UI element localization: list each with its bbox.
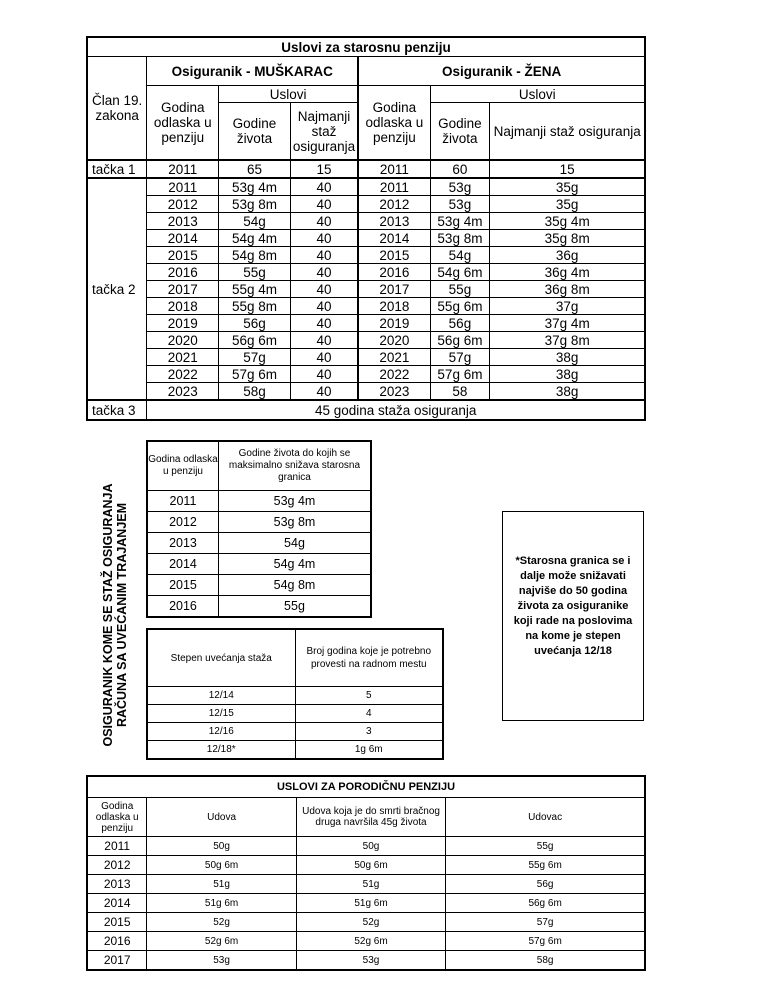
udovac-cell: 56g <box>446 875 645 894</box>
year-cell: 2015 <box>147 575 218 596</box>
table-row <box>87 894 645 913</box>
m-staz: 40 <box>290 213 358 230</box>
table-row <box>87 837 645 856</box>
m-age: 55g 8m <box>219 298 291 315</box>
z-staz: 37g 4m <box>490 315 645 332</box>
year-cell: 2012 <box>87 856 147 875</box>
table-row <box>87 951 645 971</box>
age-cell: 54g 4m <box>218 554 371 575</box>
z-year: 2012 <box>358 196 430 213</box>
udova-cell: 51g 6m <box>147 894 296 913</box>
m-year: 2018 <box>147 298 219 315</box>
male-uslovi: Uslovi <box>219 86 359 103</box>
udovac-cell: 56g 6m <box>446 894 645 913</box>
m-staz: 40 <box>290 281 358 298</box>
z-age: 53g <box>430 196 490 213</box>
age-cell: 53g 4m <box>218 491 371 512</box>
m-staz: 40 <box>290 230 358 247</box>
z-staz: 35g 8m <box>490 230 645 247</box>
col-year: Godina odlaska u penziju <box>87 798 147 837</box>
col-year: Godina odlaska u penziju <box>147 441 218 491</box>
udova45-cell: 50g 6m <box>296 856 445 875</box>
year-cell: 2013 <box>87 875 147 894</box>
clan-label: Član 19. zakona <box>87 57 147 161</box>
m-year: 2016 <box>147 264 219 281</box>
age-cell: 53g 8m <box>218 512 371 533</box>
year-cell: 2013 <box>147 533 218 554</box>
tacka3-text: 45 godina staža osiguranja <box>147 400 645 420</box>
year-cell: 2014 <box>147 554 218 575</box>
table-row <box>87 913 645 932</box>
age-cell: 55g <box>218 596 371 618</box>
m-year: 2019 <box>147 315 219 332</box>
m-staz: 40 <box>290 315 358 332</box>
vertical-label-line2: RAČUNA SA UVEĆANIM TRAJANJEM <box>115 502 129 728</box>
female-col-year: Godina odlaska u penziju <box>358 86 430 161</box>
table-row <box>87 247 645 264</box>
z-age: 60 <box>430 160 490 178</box>
udova-cell: 51g <box>147 875 296 894</box>
table-row <box>147 705 443 723</box>
year-cell: 2016 <box>147 596 218 618</box>
table-row <box>87 213 645 230</box>
m-year: 2014 <box>147 230 219 247</box>
z-age: 55g <box>430 281 490 298</box>
year-cell: 2012 <box>147 512 218 533</box>
udova45-cell: 51g <box>296 875 445 894</box>
table-row <box>87 160 645 178</box>
table-title: Uslovi za starosnu penziju <box>87 37 645 57</box>
table-row <box>87 856 645 875</box>
z-staz: 35g 4m <box>490 213 645 230</box>
year-cell: 2017 <box>87 951 147 971</box>
table-row <box>147 512 371 533</box>
z-age: 53g 8m <box>430 230 490 247</box>
udovac-cell: 57g 6m <box>446 932 645 951</box>
m-staz: 40 <box>290 366 358 383</box>
z-year: 2016 <box>358 264 430 281</box>
m-age: 57g <box>219 349 291 366</box>
z-year: 2014 <box>358 230 430 247</box>
z-age: 56g <box>430 315 490 332</box>
table-row <box>87 315 645 332</box>
m-staz: 40 <box>290 332 358 349</box>
table-row <box>87 178 645 196</box>
table-row <box>87 196 645 213</box>
udova45-cell: 51g 6m <box>296 894 445 913</box>
m-year: 2011 <box>147 160 219 178</box>
m-age: 58g <box>219 383 291 401</box>
m-staz: 40 <box>290 383 358 401</box>
female-col-age: Godine života <box>430 103 490 161</box>
m-year: 2012 <box>147 196 219 213</box>
col-age: Godine života do kojih se maksimalno snižava starosna granica <box>218 441 371 491</box>
m-staz: 40 <box>290 298 358 315</box>
m-age: 55g <box>219 264 291 281</box>
z-year: 2011 <box>358 178 430 196</box>
z-staz: 36g <box>490 247 645 264</box>
female-header: Osiguranik - ŽENA <box>358 57 645 86</box>
z-staz: 38g <box>490 383 645 401</box>
m-year: 2020 <box>147 332 219 349</box>
z-staz: 15 <box>490 160 645 178</box>
note-text: *Starosna granica se i dalje može snižavati najviše do 50 godina života za osiguranike koji rade na poslovima na kome je stepen uvećanja 12/18 <box>513 554 633 657</box>
stepen-cell: 12/14 <box>147 687 295 705</box>
year-cell: 2011 <box>87 837 147 856</box>
m-age: 54g <box>219 213 291 230</box>
m-staz: 15 <box>290 160 358 178</box>
m-staz: 40 <box>290 247 358 264</box>
z-staz: 37g <box>490 298 645 315</box>
broj-cell: 5 <box>295 687 443 705</box>
udova-cell: 53g <box>147 951 296 971</box>
udovac-cell: 58g <box>446 951 645 971</box>
old-age-pension-table <box>86 36 646 421</box>
z-age: 55g 6m <box>430 298 490 315</box>
col-udova45: Udova koja je do smrti bračnog druga navršila 45g života <box>296 798 445 837</box>
m-year: 2017 <box>147 281 219 298</box>
table-row <box>147 687 443 705</box>
udova45-cell: 52g <box>296 913 445 932</box>
udovac-cell: 55g 6m <box>446 856 645 875</box>
z-staz: 36g 4m <box>490 264 645 281</box>
z-year: 2017 <box>358 281 430 298</box>
table-row <box>87 383 645 401</box>
z-age: 53g <box>430 178 490 196</box>
z-year: 2020 <box>358 332 430 349</box>
z-year: 2023 <box>358 383 430 401</box>
male-col-year: Godina odlaska u penziju <box>147 86 219 161</box>
m-year: 2022 <box>147 366 219 383</box>
udova-cell: 50g <box>147 837 296 856</box>
year-cell: 2011 <box>147 491 218 512</box>
m-age: 65 <box>219 160 291 178</box>
male-col-staz: Najmanji staž osiguranja <box>290 103 358 161</box>
table-row <box>87 298 645 315</box>
year-cell: 2014 <box>87 894 147 913</box>
table-row <box>87 400 645 420</box>
table-row <box>147 596 371 618</box>
m-year: 2023 <box>147 383 219 401</box>
vertical-label-line1: OSIGURANIK KOME SE STAŽ OSIGURANJA <box>101 483 115 747</box>
table-row <box>147 723 443 741</box>
stepen-cell: 12/16 <box>147 723 295 741</box>
table-row <box>87 366 645 383</box>
z-year: 2011 <box>358 160 430 178</box>
table-title: USLOVI ZA PORODIČNU PENZIJU <box>87 776 645 798</box>
stepen-cell: 12/18* <box>147 741 295 760</box>
table-row <box>147 533 371 554</box>
table-row <box>87 264 645 281</box>
vertical-label <box>90 480 140 750</box>
z-year: 2022 <box>358 366 430 383</box>
z-year: 2019 <box>358 315 430 332</box>
udova-cell: 50g 6m <box>147 856 296 875</box>
z-age: 57g <box>430 349 490 366</box>
age-cell: 54g 8m <box>218 575 371 596</box>
udova45-cell: 52g 6m <box>296 932 445 951</box>
m-age: 56g 6m <box>219 332 291 349</box>
table-row <box>147 741 443 760</box>
reduced-age-table <box>146 440 372 618</box>
z-staz: 38g <box>490 349 645 366</box>
m-staz: 40 <box>290 349 358 366</box>
udovac-cell: 55g <box>446 837 645 856</box>
udova-cell: 52g <box>147 913 296 932</box>
tacka2-label: tačka 2 <box>87 178 147 400</box>
udova-cell: 52g 6m <box>147 932 296 951</box>
broj-cell: 1g 6m <box>295 741 443 760</box>
age-cell: 54g <box>218 533 371 554</box>
table-row <box>147 554 371 575</box>
z-age: 56g 6m <box>430 332 490 349</box>
udovac-cell: 57g <box>446 913 645 932</box>
table-row <box>87 349 645 366</box>
z-age: 54g <box>430 247 490 264</box>
m-age: 56g <box>219 315 291 332</box>
table-row <box>87 281 645 298</box>
m-age: 55g 4m <box>219 281 291 298</box>
m-age: 53g 4m <box>219 178 291 196</box>
z-staz: 38g <box>490 366 645 383</box>
col-udova: Udova <box>147 798 296 837</box>
z-year: 2013 <box>358 213 430 230</box>
m-year: 2015 <box>147 247 219 264</box>
m-year: 2021 <box>147 349 219 366</box>
z-age: 54g 6m <box>430 264 490 281</box>
table-row <box>87 932 645 951</box>
male-col-age: Godine života <box>219 103 291 161</box>
broj-cell: 4 <box>295 705 443 723</box>
z-age: 53g 4m <box>430 213 490 230</box>
udova45-cell: 50g <box>296 837 445 856</box>
table-row <box>147 491 371 512</box>
z-age: 58 <box>430 383 490 401</box>
m-staz: 40 <box>290 178 358 196</box>
z-year: 2018 <box>358 298 430 315</box>
m-age: 54g 8m <box>219 247 291 264</box>
table-row <box>87 230 645 247</box>
family-pension-table <box>86 775 646 971</box>
m-age: 53g 8m <box>219 196 291 213</box>
tacka3-label: tačka 3 <box>87 400 147 420</box>
table-row <box>147 575 371 596</box>
table-row <box>87 875 645 894</box>
m-age: 54g 4m <box>219 230 291 247</box>
stepen-cell: 12/15 <box>147 705 295 723</box>
tacka1-label: tačka 1 <box>87 160 147 178</box>
udova45-cell: 53g <box>296 951 445 971</box>
col-stepen: Stepen uvećanja staža <box>147 629 295 687</box>
m-staz: 40 <box>290 264 358 281</box>
z-year: 2015 <box>358 247 430 264</box>
z-staz: 36g 8m <box>490 281 645 298</box>
z-age: 57g 6m <box>430 366 490 383</box>
female-uslovi: Uslovi <box>430 86 645 103</box>
broj-cell: 3 <box>295 723 443 741</box>
z-staz: 37g 8m <box>490 332 645 349</box>
m-year: 2013 <box>147 213 219 230</box>
note-box <box>502 511 644 721</box>
staz-increase-table <box>146 628 444 760</box>
col-udovac: Udovac <box>446 798 645 837</box>
year-cell: 2015 <box>87 913 147 932</box>
table-row <box>87 332 645 349</box>
m-staz: 40 <box>290 196 358 213</box>
m-year: 2011 <box>147 178 219 196</box>
z-staz: 35g <box>490 196 645 213</box>
female-col-staz: Najmanji staž osiguranja <box>490 103 645 161</box>
z-staz: 35g <box>490 178 645 196</box>
male-header: Osiguranik - MUŠKARAC <box>147 57 358 86</box>
m-age: 57g 6m <box>219 366 291 383</box>
year-cell: 2016 <box>87 932 147 951</box>
col-broj: Broj godina koje je potrebno provesti na radnom mestu <box>295 629 443 687</box>
z-year: 2021 <box>358 349 430 366</box>
